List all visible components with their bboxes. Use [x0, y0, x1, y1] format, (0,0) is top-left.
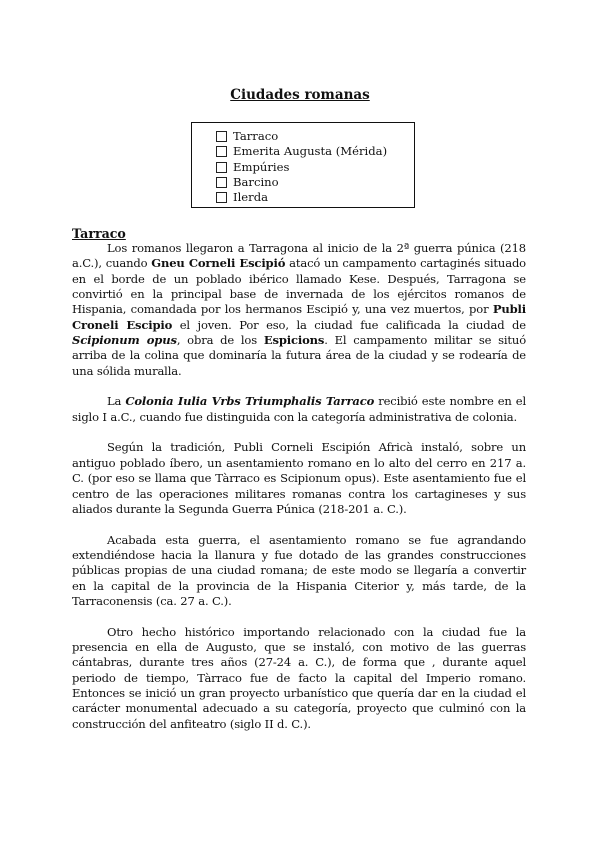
- paragraph-3: Según la tradición, Publi Corneli Escipión Africà instaló, sobre un antiguo poblado íbero, un asentamiento romano en lo alto del cerro en 217 a. C. (por eso se llama que Tàrraco es Scipionum opus). Este asentamiento fue el centro de las operaciones militares romanas contra los cartagineses y sus aliados durante la Segunda Guerra Púnica (218-201 a. C.).: [72, 440, 526, 516]
- text: el joven. Por eso, la ciudad fue calificada la ciudad de: [172, 317, 526, 332]
- text: La: [107, 394, 126, 409]
- text: . El campamento militar se situó arriba de la colina que dominaría la futura área de la ciudad y se rodearía de una sólida muralla.: [72, 333, 526, 378]
- toc-item-ilerda[interactable]: [216, 190, 414, 205]
- bold-italic-term: Scipionum opus: [72, 333, 177, 348]
- paragraph-1: [72, 241, 526, 379]
- toc-item-label: Ilerda: [233, 190, 269, 205]
- text: , obra de los: [176, 333, 264, 348]
- text: recibió este nombre en el siglo I a.C., cuando fue distinguida con la categoría administrativa de colonia.: [72, 394, 526, 424]
- toc-item-tarraco[interactable]: [216, 129, 414, 144]
- table-of-contents: [191, 122, 415, 208]
- bold-name: Publi Croneli Escipio: [72, 302, 526, 332]
- toc-item-label: Tarraco: [233, 129, 279, 143]
- toc-item-label: Empúries: [233, 159, 290, 174]
- bold-name: Gneu Corneli Escipió: [151, 256, 286, 271]
- checkbox[interactable]: [216, 162, 227, 173]
- paragraph-2: [72, 394, 526, 425]
- section-body: [72, 241, 526, 747]
- section-heading: Tarraco: [72, 226, 126, 241]
- toc-item-label: Barcino: [233, 174, 279, 189]
- toc-item-empuries[interactable]: [216, 160, 414, 175]
- checkbox[interactable]: [216, 177, 227, 188]
- text: Los romanos llegaron a Tarragona al inicio de la 2ª guerra púnica (218 a.C.), cuando: [72, 241, 526, 271]
- bold-name: Espicions: [263, 333, 325, 348]
- checkbox[interactable]: [216, 192, 227, 203]
- checkbox[interactable]: [216, 131, 227, 142]
- toc-item-emerita-augusta[interactable]: [216, 144, 414, 159]
- text: atacó un campamento cartaginés situado en el borde de un poblado ibérico llamado Kese. Después, Tarragona se convirtió en la principal base de invernada de los ejércitos romanos de Hispania, comandada por los hermanos Escipió y, una vez muertos, por: [72, 256, 526, 317]
- bold-italic-term: Colonia Iulia Vrbs Triumphalis Tarraco: [125, 394, 375, 409]
- toc-item-barcino[interactable]: [216, 175, 414, 190]
- paragraph-4: Acabada esta guerra, el asentamiento romano se fue agrandando extendiéndose hacia la llanura y fue dotado de las grandes construcciones públicas propias de una ciudad romana; de este modo se llegaría a convertir en la capital de la provincia de la Hispania Citerior y, más tarde, de la Tarraconensis (ca. 27 a. C.).: [72, 532, 526, 608]
- page-title: Ciudades romanas: [230, 87, 370, 103]
- paragraph-5: Otro hecho histórico importando relacionado con la ciudad fue la presencia en ella de Augusto, que se instaló, con motivo de las guerras cántabras, durante tres años (27-24 a. C.), de forma que , durante aquel periodo de tiempo, Tàrraco fue de facto la capital del Imperio romano. Entonces se inició un gran proyecto urbanístico que quería dar en la ciudad el carácter monumental adecuado a su categoría, proyecto que culminó con la construcción del anfiteatro (siglo II d. C.).: [72, 624, 526, 731]
- checkbox[interactable]: [216, 146, 227, 157]
- toc-item-label: Emerita Augusta (Mérida): [233, 144, 388, 159]
